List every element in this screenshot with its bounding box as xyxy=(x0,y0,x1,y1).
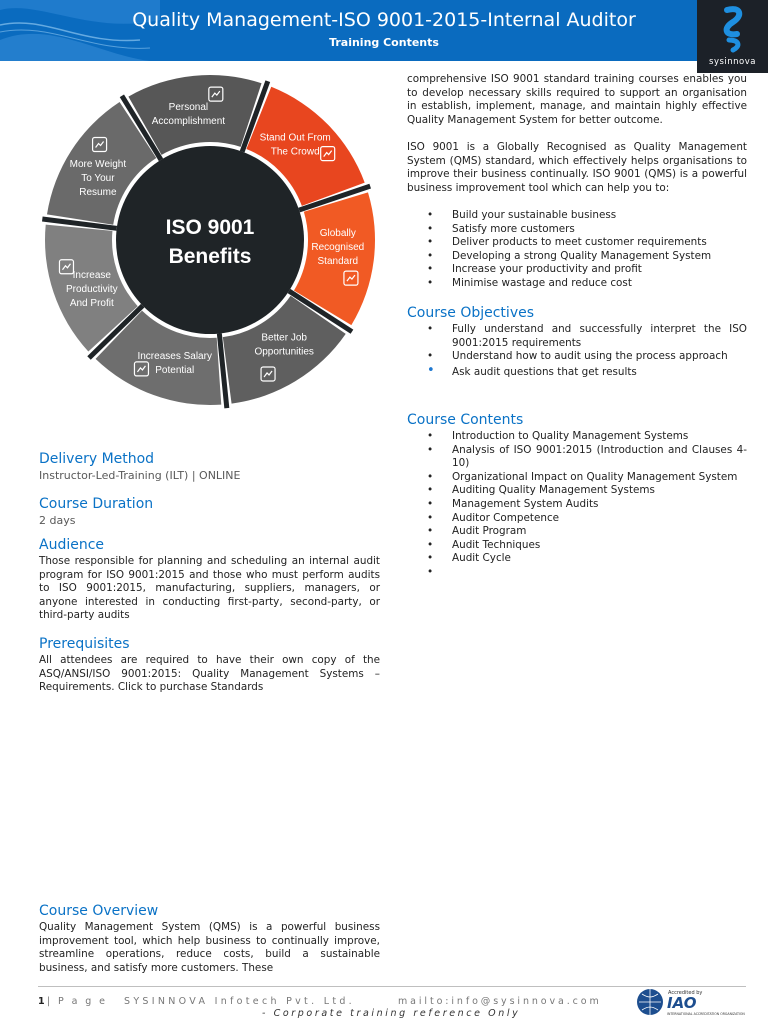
footer-page-number xyxy=(38,996,107,1007)
footer-email-link[interactable]: mailto:info@sysinnova.com xyxy=(398,996,602,1007)
svg-text:IAO: IAO xyxy=(667,994,697,1012)
wheel-segment-label: Better Job Opportunities xyxy=(254,332,314,358)
list-item: • Minimise wastage and reduce cost xyxy=(407,277,747,291)
delivery-method-text: Instructor-Led-Training (ILT) | ONLINE xyxy=(39,469,241,482)
course-overview-continued: comprehensive ISO 9001 standard training courses enables you to develop necessary skills required to support an organisation in establish, implement, manage, and maintain highly effective Quality Management System for better outcome. xyxy=(407,73,747,126)
list-item: • Organizational Impact on Quality Management System xyxy=(407,471,747,485)
wheel-segment-label: Increase Productivity And Profit xyxy=(65,270,118,310)
page-label: | P a g e xyxy=(47,996,108,1007)
list-item xyxy=(407,566,747,580)
list-item: • Build your sustainable business xyxy=(407,209,747,223)
list-item: • Developing a strong Quality Management System xyxy=(407,250,747,264)
list-item: • Ask audit questions that get results xyxy=(407,366,747,380)
contents-list xyxy=(407,430,747,580)
iso-benefits-wheel xyxy=(38,68,382,412)
sysinnova-logo xyxy=(697,0,768,73)
svg-text:Accredited by: Accredited by xyxy=(668,990,703,996)
logo-text: sysinnova xyxy=(709,57,756,67)
iso-9001-description: ISO 9001 is a Globally Recognised as Quality Management System (QMS) standard, which effectively helps organisations to improve their business continually. ISO 9001 (QMS) is a powerful business improvement tool which can help you to: xyxy=(407,141,747,194)
benefits-list xyxy=(407,209,747,291)
prerequisites-heading: Prerequisites xyxy=(39,636,130,652)
list-item: • Analysis of ISO 9001:2015 (Introduction and Clauses 4-10) xyxy=(407,444,747,471)
list-item: • Fully understand and successfully interpret the ISO 9001:2015 requirements xyxy=(407,323,747,350)
list-item: • Introduction to Quality Management Systems xyxy=(407,430,747,444)
course-objectives-heading: Course Objectives xyxy=(407,305,535,321)
list-item: • Management System Audits xyxy=(407,498,747,512)
list-item: • Audit Techniques xyxy=(407,539,747,553)
list-item: • Audit Cycle xyxy=(407,552,747,566)
page-header xyxy=(0,0,768,61)
list-item: • Auditor Competence xyxy=(407,512,747,526)
wheel-center-line1: ISO 9001 xyxy=(165,216,255,239)
course-overview-text: Quality Management System (QMS) is a powerful business improvement tool, which help business to continually improve, streamline operations, reduce costs, build a sustainable business, and satisfy more customers. These xyxy=(39,921,380,974)
prerequisites-text: All attendees are required to have their own copy of the ASQ/ANSI/ISO 9001:2015: Quality Management Systems – Requirements. Click to purchase Standards xyxy=(39,654,380,694)
wheel-segment-label: More Weight To Your Resume xyxy=(69,159,127,199)
footer-company: SYSINNOVA Infotech Pvt. Ltd. xyxy=(124,996,355,1007)
audience-text: Those responsible for planning and scheduling an internal audit program for ISO 9001:2015 and those who must perform audits to ISO 9001:2015, manufacturing, suppliers, managers, or anyone interested in conducting first-party, second-party, or third-party audits xyxy=(39,555,380,622)
iao-accreditation-logo xyxy=(636,986,746,1018)
page-number: 1 xyxy=(38,996,48,1007)
course-duration-heading: Course Duration xyxy=(39,496,154,512)
svg-text:INTERNATIONAL ACCREDITATION OR: INTERNATIONAL ACCREDITATION ORGANIZATION xyxy=(667,1012,745,1016)
course-contents-heading: Course Contents xyxy=(407,412,524,428)
list-item: • Satisfy more customers xyxy=(407,223,747,237)
list-item: • Auditing Quality Management Systems xyxy=(407,484,747,498)
wheel-segment-label: Stand Out From The Crowd xyxy=(259,132,331,158)
document-subtitle: Training Contents xyxy=(329,36,439,49)
wheel-segment-label: Increases Salary Potential xyxy=(137,351,212,377)
footer-tagline: - Corporate training reference Only xyxy=(262,1008,521,1019)
course-duration-text: 2 days xyxy=(39,514,76,527)
document-title: Quality Management-ISO 9001-2015-Internal Auditor xyxy=(132,9,636,31)
course-overview-heading: Course Overview xyxy=(39,903,159,919)
list-item: • Deliver products to meet customer requirements xyxy=(407,236,747,250)
wheel-center-circle xyxy=(116,146,304,334)
objectives-list xyxy=(407,323,747,379)
wheel-center-line2: Benefits xyxy=(168,245,252,268)
wheel-segment-label: Globally Recognised Standard xyxy=(311,228,365,268)
logo-s-mark-icon xyxy=(697,0,768,56)
delivery-method-heading: Delivery Method xyxy=(39,451,155,467)
list-item: • Increase your productivity and profit xyxy=(407,263,747,277)
list-item: • Understand how to audit using the process approach xyxy=(407,350,747,364)
list-item: • Audit Program xyxy=(407,525,747,539)
audience-heading: Audience xyxy=(39,537,105,553)
wheel-segment-label: Personal Accomplishment xyxy=(151,101,226,127)
